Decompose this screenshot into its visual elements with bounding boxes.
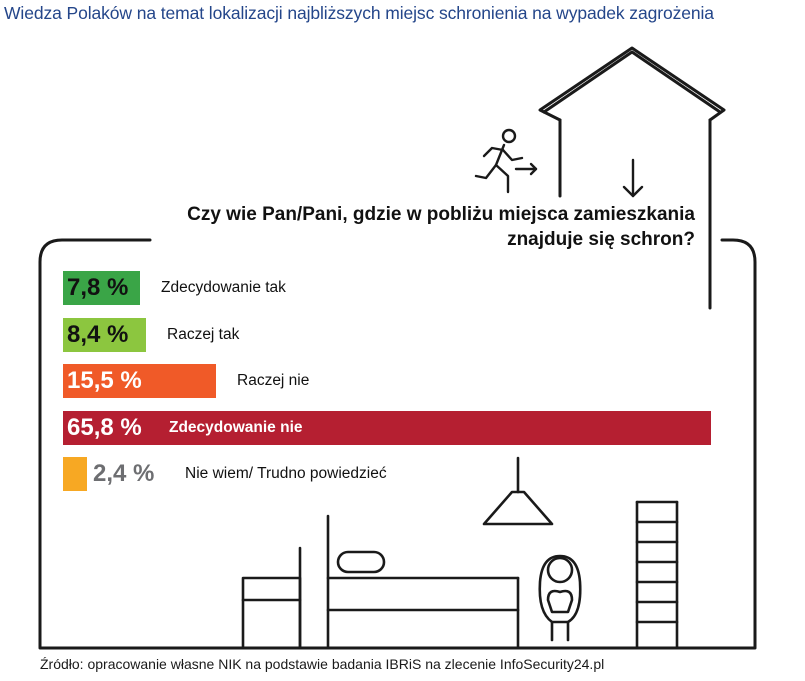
bar-category-label-2: Raczej tak xyxy=(167,326,240,343)
down-arrow-icon xyxy=(624,160,642,196)
bar-value-label-4: 65,8 % xyxy=(67,414,142,441)
crouching-person-icon xyxy=(540,556,581,640)
bar-value-label-2: 8,4 % xyxy=(67,321,129,348)
pendant-lamp-icon xyxy=(484,458,552,524)
bar-category-label-5: Nie wiem/ Trudno powiedzieć xyxy=(185,465,387,482)
bar-category-label-4: Zdecydowanie nie xyxy=(169,419,303,436)
bar-value-label-1: 7,8 % xyxy=(67,274,129,301)
survey-question xyxy=(95,202,695,252)
bar-4 xyxy=(63,411,711,445)
survey-question-line-2: znajduje się schron? xyxy=(507,229,695,250)
ladder-icon xyxy=(637,502,677,648)
bar-category-label-3: Raczej nie xyxy=(237,372,310,389)
survey-question-line-1: Czy wie Pan/Pani, gdzie w pobliżu miejsca zamieszkania xyxy=(187,204,695,225)
bar-category-label-1: Zdecydowanie tak xyxy=(161,279,286,296)
bar-value-label-3: 15,5 % xyxy=(67,367,142,394)
page-title: Wiedza Polaków na temat lokalizacji najbliższych miejsc schronienia na wypadek zagrożenia xyxy=(4,3,714,23)
running-person-exit-icon xyxy=(476,130,536,192)
bar-5 xyxy=(63,457,87,491)
source-note: Źródło: opracowanie własne NIK na podstawie badania IBRiS na zlecenie InfoSecurity24.pl xyxy=(40,656,605,672)
bar-value-label-5: 2,4 % xyxy=(93,460,155,487)
bed-icon xyxy=(243,516,518,648)
